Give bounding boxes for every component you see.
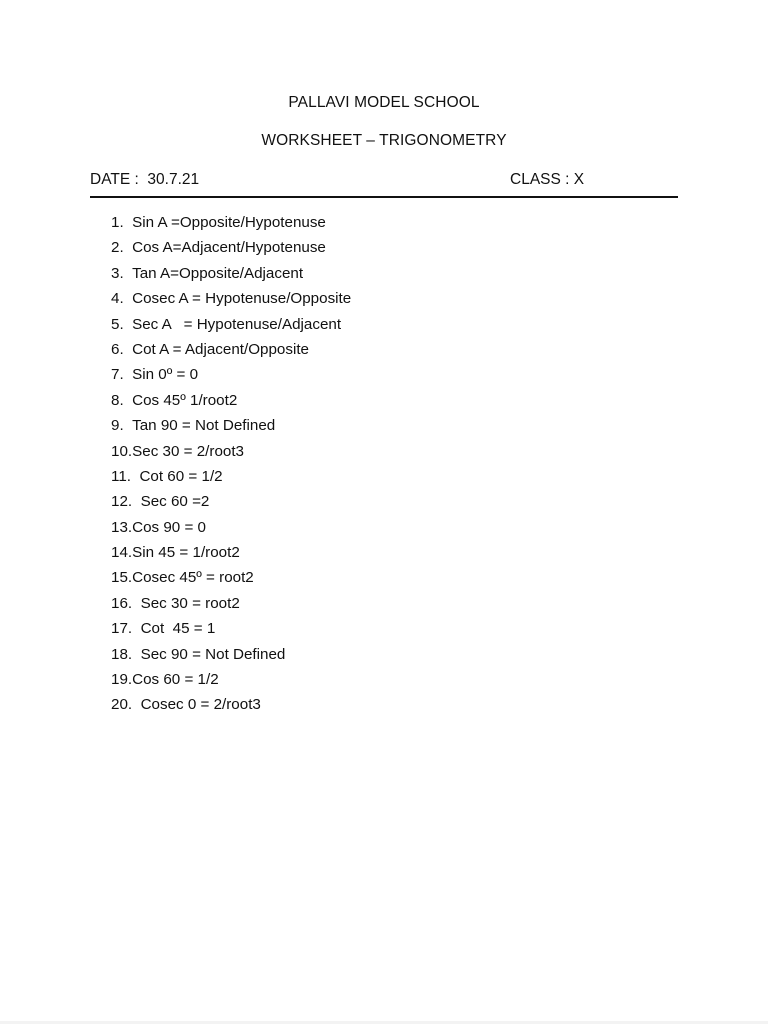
item-text: Cos 90 = 0: [132, 518, 207, 536]
item-text: Cosec 0 = 2/root3: [140, 696, 261, 714]
item-number: 14.: [111, 544, 133, 562]
item-number: 12.: [111, 493, 141, 511]
list-item: [111, 312, 351, 337]
item-number: 19.: [111, 671, 133, 689]
item-text: Tan 90 = Not Defined: [132, 417, 276, 435]
item-text: Sec 30 = root2: [140, 594, 240, 612]
list-item: [111, 413, 351, 438]
list-item: [111, 565, 351, 590]
item-number: 8.: [111, 391, 133, 409]
item-number: 11.: [111, 467, 140, 485]
item-number: 4.: [111, 290, 133, 308]
item-text: Sec A = Hypotenuse/Adjacent: [132, 315, 342, 333]
list-item: [111, 540, 351, 565]
item-text: Cos A=Adjacent/Hypotenuse: [132, 239, 326, 257]
list-item: [111, 692, 351, 717]
item-number: 7.: [111, 366, 133, 384]
list-item: [111, 489, 351, 514]
worksheet-title: WORKSHEET – TRIGONOMETRY: [261, 132, 507, 149]
item-text: Cos 60 = 1/2: [132, 671, 219, 689]
list-item: [111, 261, 351, 286]
item-number: 6.: [111, 340, 133, 358]
list-item: [111, 235, 351, 260]
item-text: Sin 45 = 1/root2: [132, 544, 240, 562]
list-item: [111, 362, 351, 387]
list-item: [111, 616, 351, 641]
item-text: Cosec 45º = root2: [132, 569, 254, 587]
item-text: Sec 30 = 2/root3: [132, 442, 244, 460]
question-list: [111, 210, 351, 718]
header-divider: [90, 196, 678, 198]
item-number: 2.: [111, 239, 133, 257]
list-item: [111, 591, 351, 616]
item-text: Cot 45 = 1: [140, 620, 216, 638]
list-item: [111, 667, 351, 692]
item-number: 5.: [111, 315, 133, 333]
item-number: 13.: [111, 518, 133, 536]
list-item: [111, 210, 351, 235]
item-number: 16.: [111, 594, 141, 612]
date-label: DATE : 30.7.21: [90, 171, 200, 188]
item-text: Sin 0º = 0: [132, 366, 199, 384]
item-text: Cot 60 = 1/2: [139, 467, 223, 485]
item-text: Sec 90 = Not Defined: [140, 645, 286, 663]
list-item: [111, 464, 351, 489]
item-number: 1.: [111, 214, 133, 231]
list-item: [111, 388, 351, 413]
item-number: 9.: [111, 417, 133, 435]
item-number: 17.: [111, 620, 141, 638]
list-item: [111, 642, 351, 667]
item-number: 18.: [111, 645, 141, 663]
item-number: 20.: [111, 696, 141, 714]
list-item: [111, 337, 351, 362]
item-number: 15.: [111, 569, 133, 587]
class-label: CLASS : X: [510, 171, 585, 188]
item-text: Sec 60 =2: [140, 493, 210, 511]
item-text: Tan A=Opposite/Adjacent: [132, 264, 304, 282]
list-item: [111, 439, 351, 464]
item-text: Cot A = Adjacent/Opposite: [132, 340, 309, 358]
list-item: [111, 515, 351, 540]
item-number: 3.: [111, 264, 133, 282]
list-item: [111, 286, 351, 311]
item-text: Cosec A = Hypotenuse/Opposite: [132, 290, 352, 308]
item-text: Cos 45º 1/root2: [132, 391, 238, 409]
item-number: 10.: [111, 442, 133, 460]
school-name: PALLAVI MODEL SCHOOL: [288, 94, 480, 111]
item-text: Sin A =Opposite/Hypotenuse: [132, 214, 326, 231]
